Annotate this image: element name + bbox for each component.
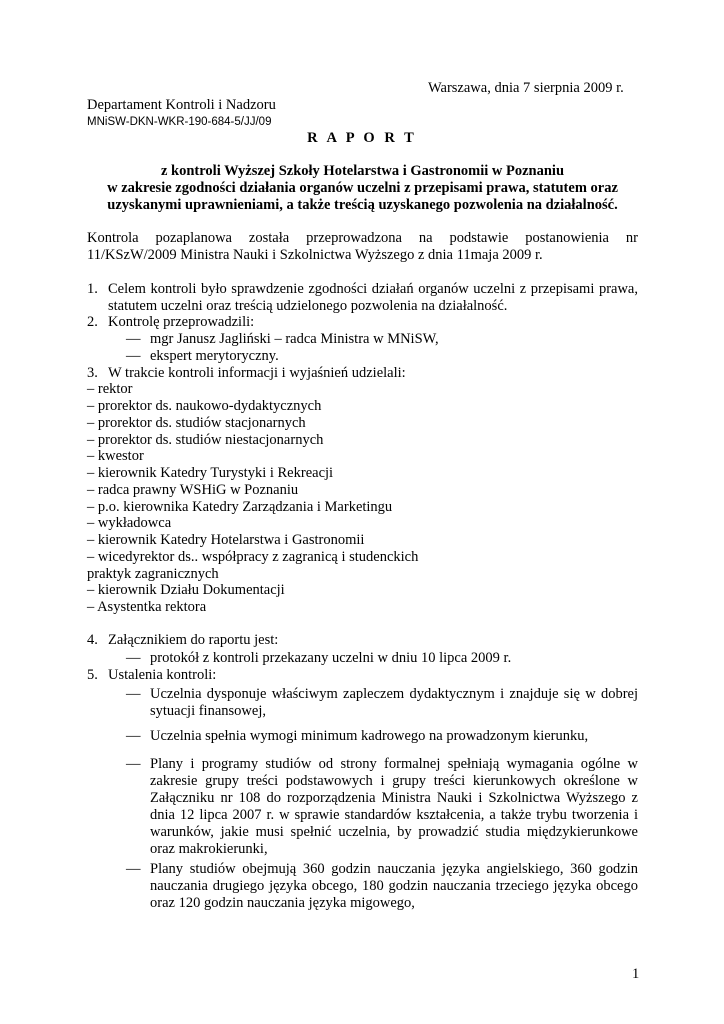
reference-number: MNiSW-DKN-WKR-190-684-5/JJ/09 — [87, 116, 272, 128]
intro-line: 11/KSzW/2009 Ministra Nauki i Szkolnictwa Wyższego z dnia 11maja 2009 r. — [87, 247, 543, 263]
section-number: 1. — [87, 281, 98, 297]
subtitle-line: uzyskanymi uprawnieniami, a także treścią uzyskanego pozwolenia na działalność. — [107, 197, 618, 213]
list-item: mgr Janusz Jagliński – radca Ministra w MNiSW, — [150, 331, 439, 347]
dash-bullet: — — [126, 686, 141, 702]
list-item: – radca prawny WSHiG w Poznaniu — [87, 482, 299, 498]
dash-bullet: — — [126, 331, 141, 347]
section-number: 2. — [87, 314, 98, 330]
list-item: – kierownik Katedry Hotelarstwa i Gastronomii — [87, 532, 365, 548]
section-line: Celem kontroli było sprawdzenie zgodności działań organów uczelni z przepisami prawa, — [108, 281, 638, 297]
finding-line: Uczelnia spełnia wymogi minimum kadrowego na prowadzonym kierunku, — [150, 728, 589, 744]
dash-bullet: — — [126, 650, 141, 666]
finding-line: nauczania drugiego języka obcego, 180 godzin nauczania trzeciego języka obcego — [150, 878, 638, 894]
finding-line: Plany studiów obejmują 360 godzin nauczania języka angielskiego, 360 godzin — [150, 861, 638, 877]
list-item: – kwestor — [87, 448, 144, 464]
section-1-text — [108, 281, 638, 315]
finding-line: Uczelnia dysponuje właściwym zapleczem dydaktycznym i znajduje się w dobrej — [150, 686, 638, 702]
section-number: 4. — [87, 632, 98, 648]
intro-line: Kontrola pozaplanowa została przeprowadzona na podstawie postanowienia nr — [87, 230, 638, 246]
section-4-heading: Załącznikiem do raportu jest: — [108, 632, 279, 648]
list-item: ekspert merytoryczny. — [150, 348, 279, 364]
date-line: Warszawa, dnia 7 sierpnia 2009 r. — [428, 80, 624, 96]
intro-paragraph — [87, 230, 638, 264]
list-item: praktyk zagranicznych — [87, 566, 219, 582]
finding-item — [150, 686, 638, 720]
dash-bullet: — — [126, 861, 141, 877]
finding-line: oraz 120 godzin nauczania języka migowego, — [150, 895, 415, 911]
list-item: protokół z kontroli przekazany uczelni w dniu 10 lipca 2009 r. — [150, 650, 512, 666]
finding-line: warunków, jakie musi spełnić uczelnia, by prowadzić studia międzykierunkowe — [150, 824, 638, 840]
section-2-heading: Kontrolę przeprowadzili: — [108, 314, 255, 330]
section-number: 3. — [87, 365, 98, 381]
list-item: – kierownik Działu Dokumentacji — [87, 582, 285, 598]
dash-bullet: — — [126, 756, 141, 772]
section-5-heading: Ustalenia kontroli: — [108, 667, 217, 683]
finding-line: Załączniku nr 108 do rozporządzenia Ministra Nauki i Szkolnictwa Wyższego z — [150, 790, 638, 806]
list-item: – kierownik Katedry Turystyki i Rekreacji — [87, 465, 334, 481]
list-item: – rektor — [87, 381, 133, 397]
list-item: – p.o. kierownika Katedry Zarządzania i Marketingu — [87, 499, 393, 515]
subtitle-line: w zakresie zgodności działania organów uczelni z przepisami prawa, statutem oraz — [107, 180, 618, 196]
list-item: – prorektor ds. studiów niestacjonarnych — [87, 432, 324, 448]
finding-line: zakresie grupy treści podstawowych i grupy treści kierunkowych określone w — [150, 773, 638, 789]
list-item: – wicedyrektor ds.. współpracy z zagranicą i studenckich — [87, 549, 419, 565]
finding-item — [150, 756, 638, 858]
finding-item — [150, 861, 638, 912]
department-name: Departament Kontroli i Nadzoru — [87, 97, 276, 113]
page-number: 1 — [632, 966, 640, 982]
list-item: – wykładowca — [87, 515, 172, 531]
section-3-heading: W trakcie kontroli informacji i wyjaśnień udzielali: — [108, 365, 406, 381]
page-title: R A P O R T — [307, 130, 417, 146]
report-subtitle — [87, 163, 638, 214]
finding-line: Plany i programy studiów od strony formalnej spełniają wymagania ogólne w — [150, 756, 638, 772]
dash-bullet: — — [126, 348, 141, 364]
finding-line: sytuacji finansowej, — [150, 703, 266, 719]
section-line: statutem uczelni oraz treścią udzielonego pozwolenia na działalność. — [108, 298, 508, 314]
finding-line: dnia 12 lipca 2007 r. w sprawie standardów kształcenia, a także trybu tworzenia i — [150, 807, 638, 823]
list-item: – Asystentka rektora — [87, 599, 207, 615]
subtitle-line: z kontroli Wyższej Szkoły Hotelarstwa i Gastronomii w Poznaniu — [160, 163, 565, 179]
section-number: 5. — [87, 667, 98, 683]
finding-item — [150, 728, 638, 745]
dash-bullet: — — [126, 728, 141, 744]
list-item: – prorektor ds. studiów stacjonarnych — [87, 415, 306, 431]
list-item: – prorektor ds. naukowo-dydaktycznych — [87, 398, 322, 414]
finding-line: oraz makrokierunki, — [150, 841, 268, 857]
